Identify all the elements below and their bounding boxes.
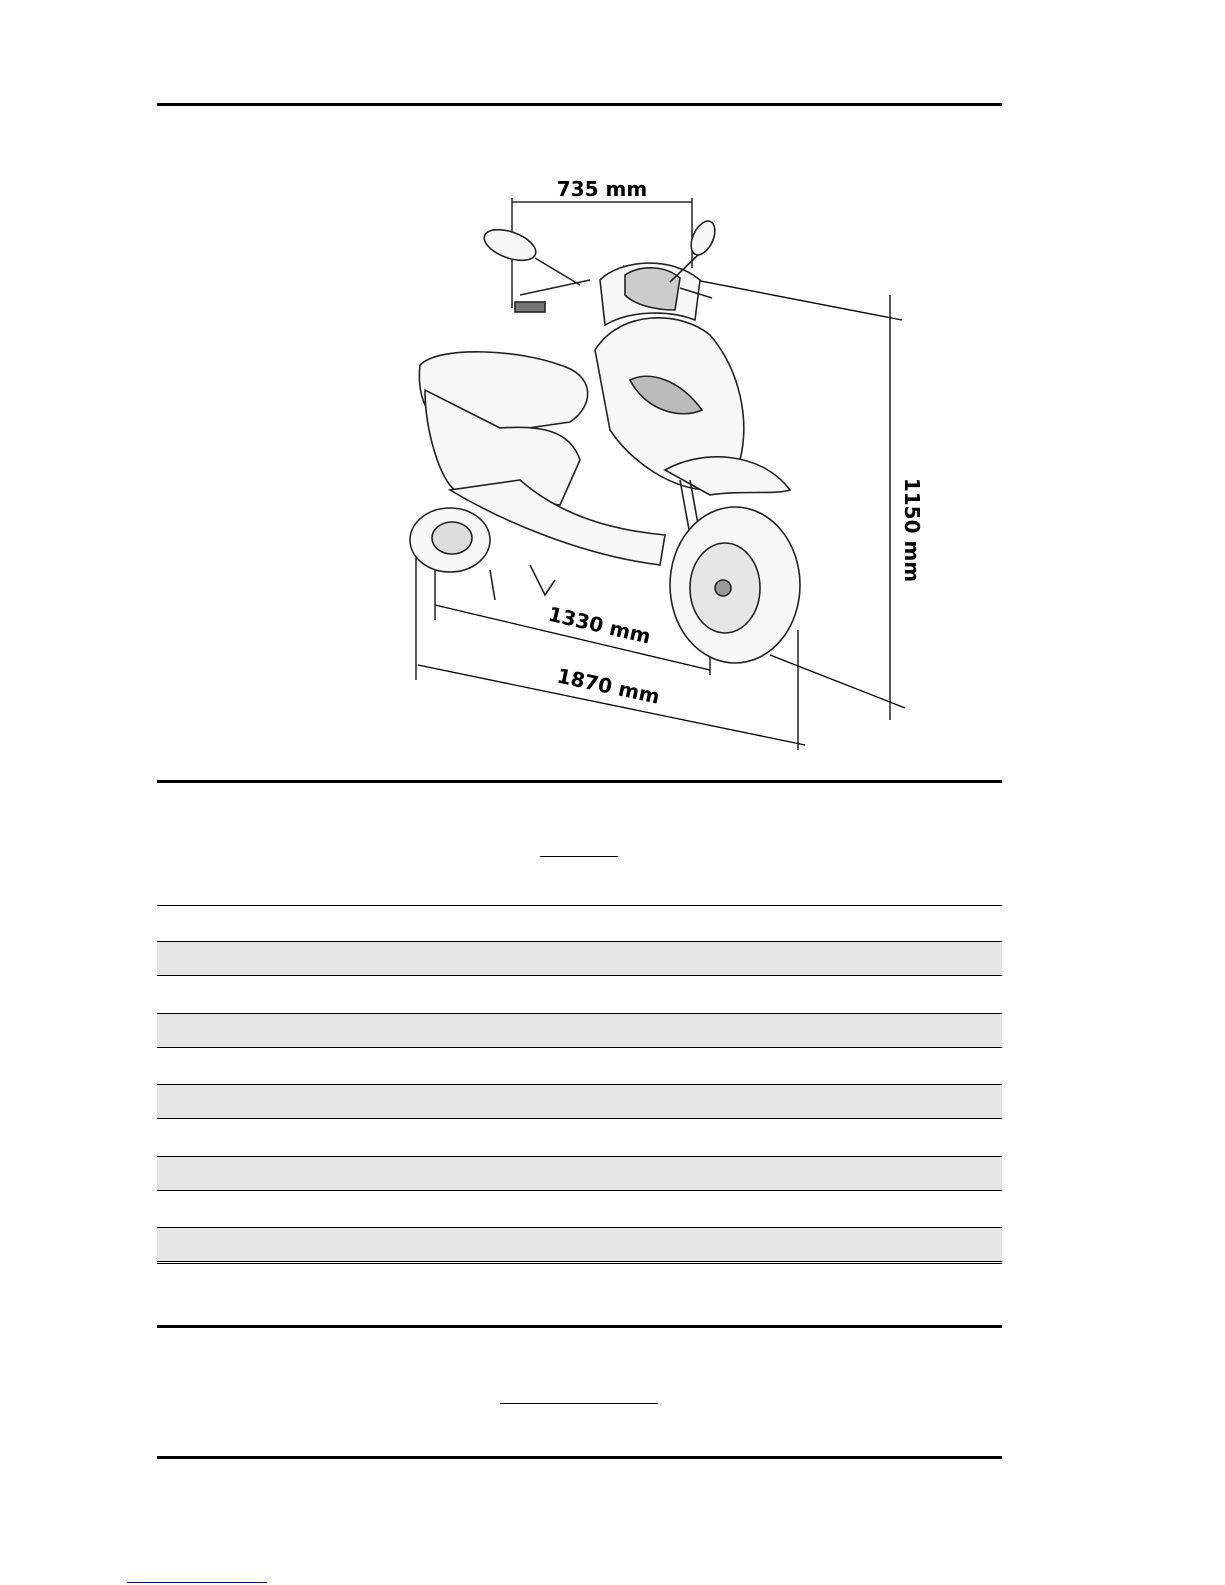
wheelbase-label: 1330 mm (546, 601, 654, 649)
height-label: 1150 mm (900, 477, 924, 583)
section-rule (157, 780, 1002, 783)
footer-link[interactable] (127, 1582, 267, 1583)
section-rule (157, 1325, 1002, 1328)
table-row (157, 1013, 1002, 1048)
footer-rule (157, 1456, 1002, 1459)
table-row (157, 1156, 1002, 1191)
title-underline (540, 856, 618, 857)
table-row (157, 941, 1002, 976)
handlebar-width-label: 735 mm (556, 177, 648, 201)
scooter-drawing (380, 160, 940, 760)
table-row (157, 1227, 1002, 1262)
scooter-dimension-figure (380, 160, 940, 760)
header-rule (157, 103, 1002, 106)
table-row (157, 905, 1002, 906)
title-underline (500, 1403, 658, 1404)
table-bottom-border (157, 1263, 1002, 1264)
length-label: 1870 mm (554, 663, 662, 709)
scooter-body (410, 217, 800, 663)
table-row (157, 1084, 1002, 1119)
